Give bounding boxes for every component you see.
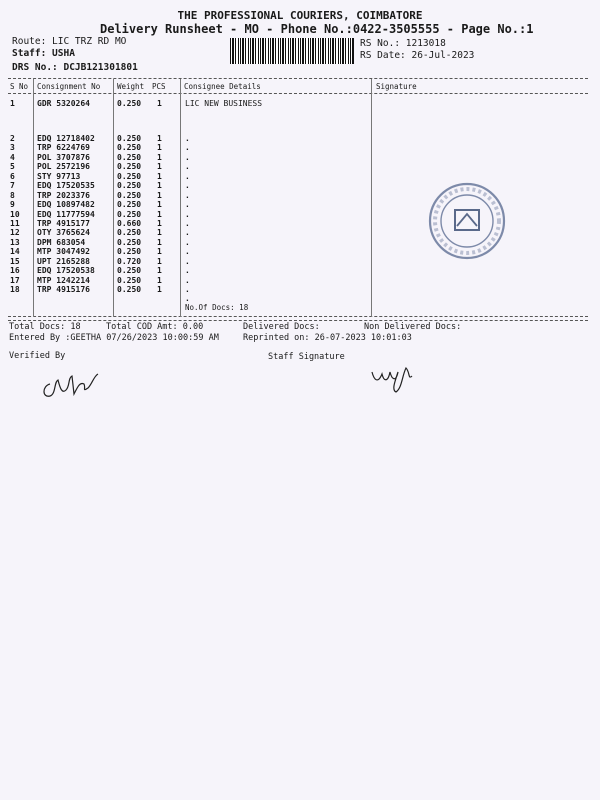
row-consignment: POL 3707876 (37, 152, 90, 162)
staff-label: Staff: USHA (12, 48, 75, 59)
row-pcs: 1 (157, 99, 162, 108)
row-pcs: 1 (157, 256, 162, 266)
row-dot: . (185, 218, 190, 228)
row-consignment: TRP 6224769 (37, 143, 90, 153)
row-sno: 2 (10, 134, 15, 143)
row-sno: 10 (10, 209, 20, 219)
row-consignment: POL 2572196 (37, 162, 90, 172)
row-pcs: 1 (157, 134, 162, 143)
row-consignment: DPM 683054 (37, 237, 86, 247)
company-name: THE PROFESSIONAL COURIERS, COIMBATORE (177, 9, 423, 22)
delivered-docs: Delivered Docs: (243, 322, 320, 332)
row-pcs: 1 (157, 228, 162, 238)
row-weight: 0.250 (117, 247, 142, 257)
row-weight: 0.250 (117, 285, 142, 295)
row-pcs: 1 (157, 190, 162, 200)
row-weight: 0.250 (117, 200, 142, 210)
row-pcs: 1 (157, 266, 162, 276)
row-dot: . (185, 275, 190, 285)
row-consignment: UPT 2165288 (37, 256, 90, 266)
entered-by: Entered By :GEETHA 07/26/2023 10:00:59 AM (9, 333, 219, 343)
row-sno: 17 (10, 275, 20, 285)
row-dot: . (185, 247, 190, 257)
row-weight: 0.720 (117, 256, 142, 266)
row-dot: . (185, 285, 190, 295)
row-consignment: EDQ 10897482 (37, 200, 95, 210)
row-dot: . (185, 143, 190, 153)
staff-signature-label: Staff Signature (268, 352, 345, 362)
row-weight: 0.250 (117, 266, 142, 276)
row-pcs: 1 (157, 218, 162, 228)
no-of-docs: No.Of Docs: 18 (185, 303, 249, 312)
row-weight: 0.250 (117, 134, 142, 143)
row-weight: 0.250 (117, 143, 142, 153)
runsheet-title: Delivery Runsheet - MO - Phone No.:0422-3505555 - Page No.:1 (100, 22, 534, 36)
staff-signature (366, 360, 416, 396)
route-label: Route: LIC TRZ RD MO (12, 36, 127, 47)
row-weight: 0.250 (117, 181, 142, 191)
row-weight: 0.250 (117, 162, 142, 172)
reprinted-on: Reprinted on: 26-07-2023 10:01:03 (243, 333, 412, 343)
row-dot: . (185, 181, 190, 191)
footer-rule (8, 320, 588, 321)
row-weight: 0.250 (117, 190, 142, 200)
row-sno: 16 (10, 266, 20, 276)
row-pcs: 1 (157, 181, 162, 191)
row-weight: 0.250 (117, 171, 142, 181)
header-signature: Signature (376, 82, 417, 91)
header-consignee: Consignee Details (184, 82, 261, 91)
row-weight: 0.660 (117, 218, 142, 228)
row-dot: . (185, 256, 190, 266)
header-sno: S No (10, 82, 29, 91)
row-sno: 6 (10, 171, 15, 181)
rs-date: RS Date: 26-Jul-2023 (360, 50, 475, 61)
row-consignment: EDQ 11777594 (37, 209, 95, 219)
total-cod: Total COD Amt: 0.00 (106, 322, 204, 332)
barcode (230, 38, 354, 64)
row-sno: 8 (10, 190, 15, 200)
row-pcs: 1 (157, 247, 162, 257)
header-consignment: Consignment No (37, 82, 101, 91)
row-pcs: 1 (157, 275, 162, 285)
row-dot: . (185, 152, 190, 162)
row-weight: 0.250 (117, 152, 142, 162)
row-consignment: TRP 2023376 (37, 190, 90, 200)
drs-number: DRS No.: DCJB121301801 (12, 62, 138, 73)
row-weight: 0.250 (117, 275, 142, 285)
row-weight: 0.250 (117, 209, 142, 219)
row-dot: . (185, 200, 190, 210)
col-divider (371, 79, 372, 317)
row-weight: 0.250 (117, 228, 142, 238)
non-delivered-docs: Non Delivered Docs: (364, 322, 462, 332)
header-weight: Weight (117, 82, 145, 91)
total-docs: Total Docs: 18 (9, 322, 81, 332)
row-consignment: EDQ 12718402 (37, 134, 95, 143)
row-sno: 3 (10, 143, 15, 153)
row-dot: . (185, 190, 190, 200)
row-consignee: LIC NEW BUSINESS (185, 99, 263, 108)
row-sno: 11 (10, 218, 20, 228)
row-consignment: OTY 3765624 (37, 228, 90, 238)
row-consignment: GDR 5320264 (37, 99, 90, 108)
row-consignment: MTP 3047492 (37, 247, 90, 257)
row-sno: 12 (10, 228, 20, 238)
row-sno: 5 (10, 162, 15, 172)
row-dot: . (185, 209, 190, 219)
row-sno: 7 (10, 181, 15, 191)
row-dot: . (185, 237, 190, 247)
row-pcs: 1 (157, 143, 162, 153)
row-consignment: TRP 4915176 (37, 285, 90, 295)
row-sno: 9 (10, 200, 15, 210)
header-pcs: PCS (152, 82, 166, 91)
row-dot: . (185, 134, 190, 143)
col-divider (180, 79, 181, 317)
row-pcs: 1 (157, 237, 162, 247)
office-stamp (426, 180, 508, 262)
rs-number: RS No.: 1213018 (360, 38, 446, 49)
row-pcs: 1 (157, 162, 162, 172)
row-pcs: 1 (157, 152, 162, 162)
verified-by-label: Verified By (9, 351, 66, 361)
row-sno: 18 (10, 285, 20, 295)
row-sno: 1 (10, 99, 15, 108)
row-pcs: 1 (157, 209, 162, 219)
row-pcs: 1 (157, 200, 162, 210)
row-dot: . (185, 266, 190, 276)
row-consignment: MTP 1242214 (37, 275, 90, 285)
verifier-signature (38, 364, 108, 404)
row-consignment: TRP 4915177 (37, 218, 90, 228)
row-sno: 13 (10, 237, 20, 247)
row-dot: . (185, 171, 190, 181)
table-bottom-rule (8, 316, 588, 317)
row-pcs: 1 (157, 171, 162, 181)
last-dot: . (185, 294, 190, 303)
row-dot: . (185, 228, 190, 238)
row-dot: . (185, 162, 190, 172)
table-header-rule (8, 93, 588, 94)
row-consignment: STY 97713 (37, 171, 81, 181)
col-divider (113, 79, 114, 317)
table-top-rule (8, 78, 588, 79)
col-divider (33, 79, 34, 317)
row-sno: 4 (10, 152, 15, 162)
row-weight: 0.250 (117, 99, 142, 108)
row-sno: 15 (10, 256, 20, 266)
row-weight: 0.250 (117, 237, 142, 247)
row-consignment: EDQ 17520535 (37, 181, 95, 191)
row-pcs: 1 (157, 285, 162, 295)
row-consignment: EDQ 17520538 (37, 266, 95, 276)
row-sno: 14 (10, 247, 20, 257)
